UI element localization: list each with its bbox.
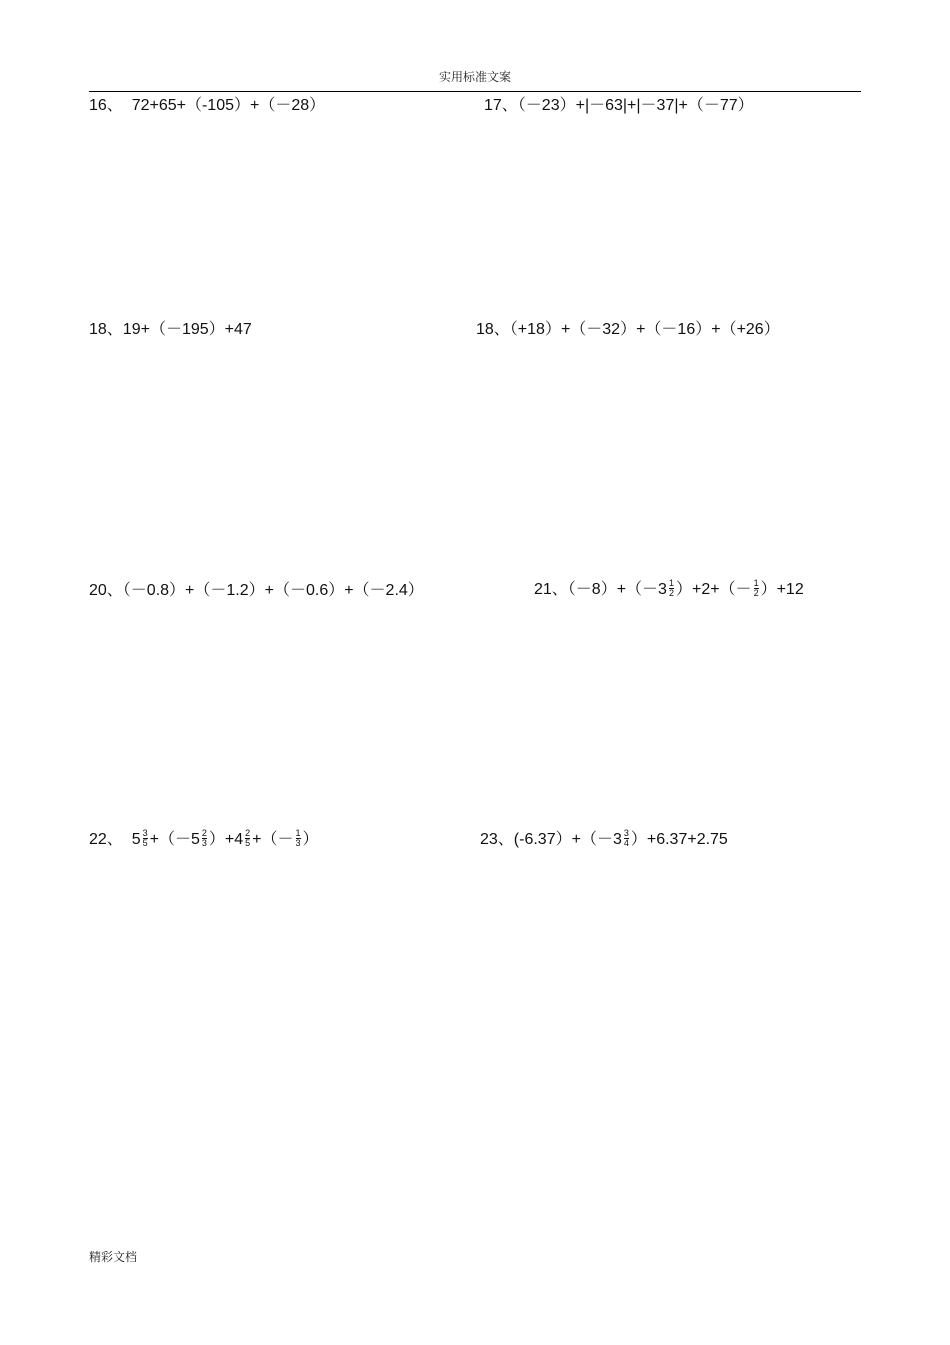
page-footer: 精彩文档 [89,1250,138,1264]
problem-23-text-2: ）+6.37+2.75 [630,831,728,848]
header-rule [89,91,861,92]
problem-17: 17、（－23）+|－63|+|－37|+（－77） [484,97,754,114]
page-header: 实用标准文案 [438,70,511,84]
fraction [245,829,250,848]
problem-21 [534,578,804,602]
problem-22-text-4: +（－ [252,831,294,848]
fraction-denominator: 3 [201,838,207,849]
fraction-denominator: 5 [142,838,148,849]
problem-23 [480,828,728,852]
problem-21-text-1: 21、（－8）+（－3 [534,581,667,598]
problem-20: 20、（－0.8）+（－1.2）+（－0.6）+（－2.4） [89,582,424,599]
fraction-numerator: 2 [201,828,207,839]
problem-22-text-3: ）+4 [208,831,244,848]
fraction [202,829,207,848]
fraction-numerator: 3 [142,828,148,839]
problem-22-text-1: 22、 5 [89,831,141,848]
fraction-denominator: 4 [623,838,629,849]
problem-23-text-1: 23、(-6.37）+（－3 [480,831,622,848]
problem-18a: 18、19+（－195）+47 [89,321,252,338]
fraction [624,829,629,848]
problem-22-text-2: +（－5 [149,831,200,848]
fraction-numerator: 3 [623,828,629,839]
fraction-numerator: 1 [753,578,759,589]
fraction-numerator: 1 [295,828,301,839]
problem-22-text-5: ） [302,831,319,848]
fraction-numerator: 2 [245,828,251,839]
fraction [296,829,301,848]
fraction [143,829,148,848]
problem-22 [89,828,319,852]
fraction [754,579,759,598]
fraction-denominator: 2 [753,588,759,599]
problem-18b: 18、（+18）+（－32）+（－16）+（+26） [476,321,780,338]
fraction-denominator: 3 [295,838,301,849]
fraction-denominator: 2 [668,588,674,599]
fraction-numerator: 1 [668,578,674,589]
fraction [669,579,674,598]
problem-16: 16、 72+65+（-105）+（－28） [89,97,326,114]
problem-21-text-2: ）+2+（－ [675,581,752,598]
problem-21-text-3: ）+12 [760,581,804,598]
fraction-denominator: 5 [245,838,251,849]
